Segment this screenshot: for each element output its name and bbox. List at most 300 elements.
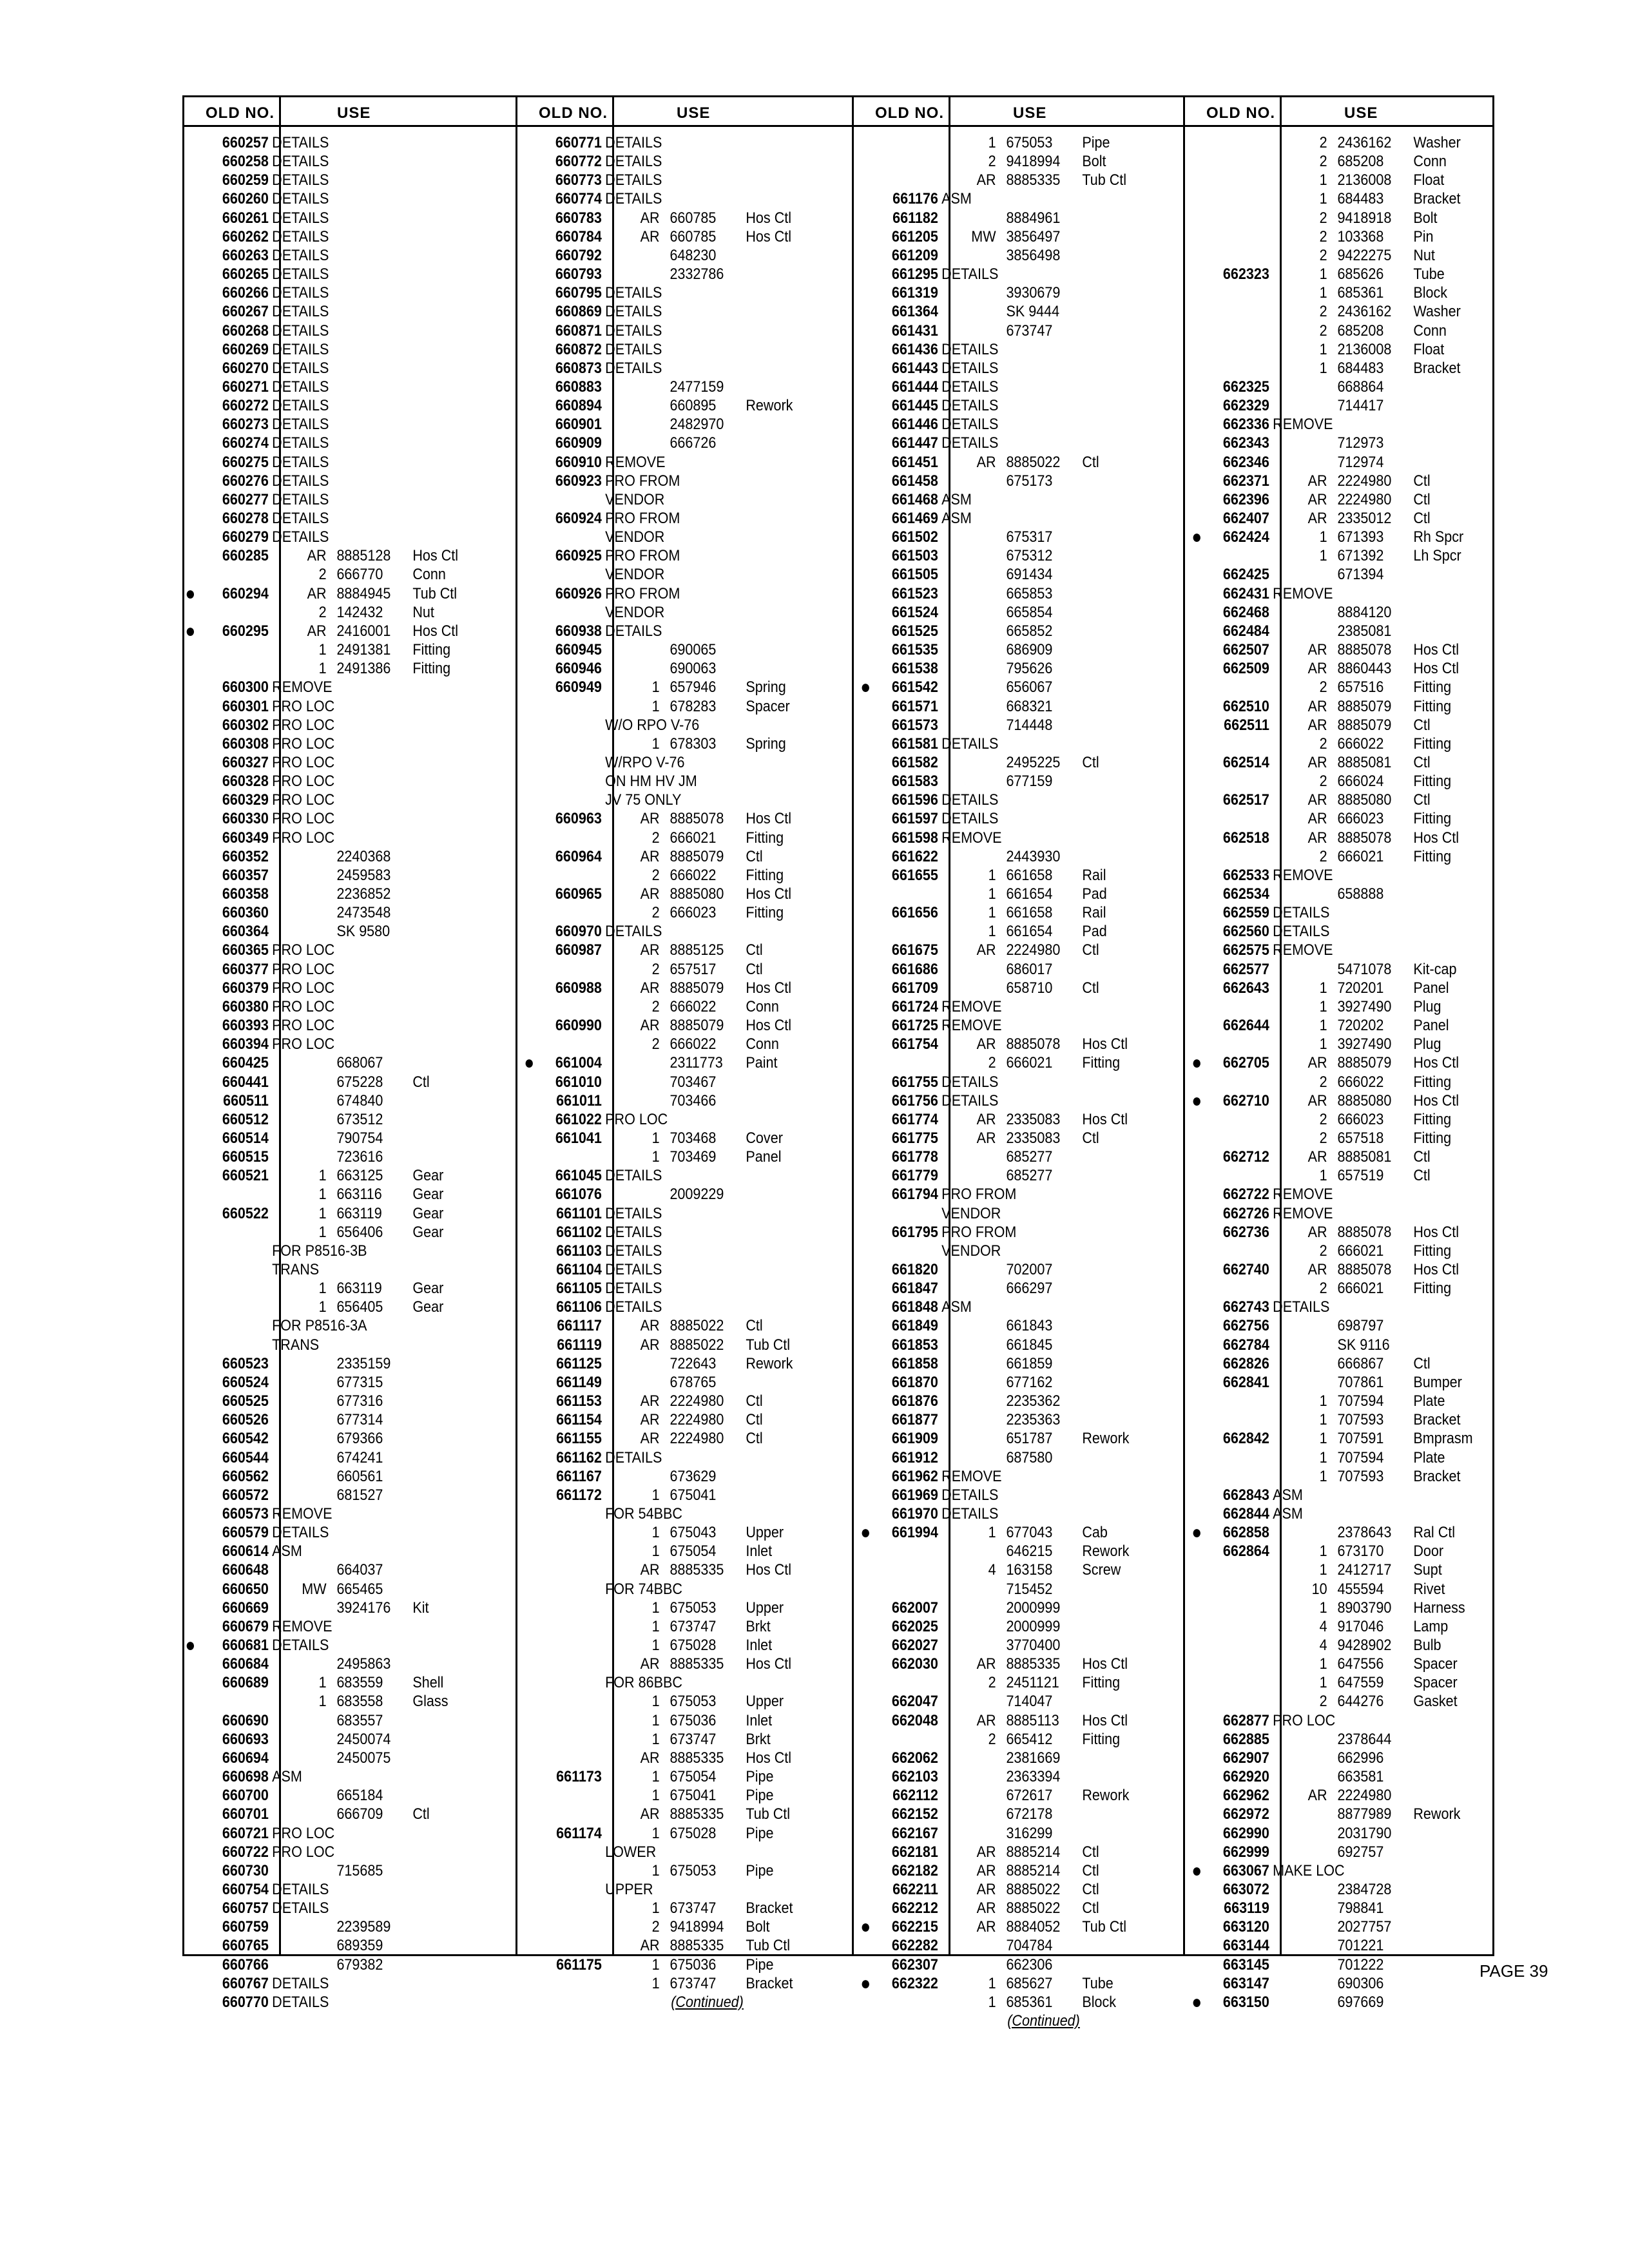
part-number: 677159 — [1006, 773, 1053, 791]
old-number: 661174 — [556, 1824, 602, 1842]
quantity: AR — [307, 547, 327, 565]
use-note: VENDOR — [941, 1242, 1001, 1260]
use-note: DETAILS — [272, 153, 329, 171]
part-number: 666022 — [670, 866, 717, 884]
part-number: 2236852 — [336, 885, 391, 903]
table-row — [202, 1205, 497, 1222]
table-row — [535, 1205, 830, 1222]
part-number: 2335083 — [1006, 1129, 1061, 1147]
part-number: 8885022 — [1006, 1880, 1061, 1898]
part-number: 648230 — [670, 246, 717, 264]
old-number: 661754 — [891, 1035, 938, 1053]
table-row — [1202, 134, 1498, 151]
part-number: 2459583 — [336, 866, 391, 884]
old-number: 662325 — [1222, 378, 1269, 396]
use-note: DETAILS — [605, 1223, 662, 1241]
table-row — [1202, 1825, 1498, 1842]
old-number: 661173 — [556, 1768, 602, 1786]
part-description: Kit — [412, 1599, 429, 1617]
part-number: 8885125 — [670, 941, 724, 959]
old-number: 662972 — [1222, 1805, 1269, 1823]
table-row — [202, 979, 497, 997]
old-number: 661004 — [555, 1054, 602, 1072]
part-number: 2136008 — [1337, 340, 1392, 358]
table-row — [1202, 698, 1498, 715]
table-row — [860, 1522, 1166, 1544]
part-number: 675054 — [670, 1542, 717, 1561]
table-row — [202, 1336, 497, 1354]
use-note: REMOVE — [272, 678, 333, 697]
quantity: 2 — [1319, 1693, 1327, 1711]
quantity: AR — [1307, 697, 1327, 715]
part-description: Ctl — [746, 847, 763, 865]
part-number: 673629 — [670, 1467, 717, 1485]
use-note: DETAILS — [605, 1261, 662, 1278]
old-number: 662559 — [1222, 904, 1269, 922]
part-description: Harness — [1413, 1599, 1465, 1617]
quantity: 2 — [1319, 1129, 1327, 1147]
part-number: 668067 — [336, 1054, 383, 1072]
part-number: 666021 — [670, 829, 717, 847]
use-note: DETAILS — [272, 134, 329, 151]
old-number: 662962 — [1222, 1787, 1269, 1805]
part-number: 666297 — [1006, 1280, 1053, 1298]
table-row — [535, 904, 830, 921]
table-row — [202, 1073, 497, 1091]
old-number: 660330 — [222, 810, 269, 828]
old-number: 660511 — [223, 1091, 269, 1110]
table-row — [871, 1787, 1166, 1804]
table-row — [871, 171, 1166, 189]
old-number: 661725 — [891, 1017, 938, 1035]
part-number: 8885335 — [670, 1937, 724, 1955]
table-row — [1202, 1374, 1498, 1391]
quantity: 1 — [651, 697, 660, 715]
quantity: 1 — [651, 1824, 660, 1842]
table-row — [871, 1129, 1166, 1147]
old-number: 660773 — [555, 171, 602, 189]
old-number: 661104 — [556, 1261, 602, 1278]
old-number: 660988 — [555, 979, 602, 997]
part-number: 661845 — [1006, 1336, 1053, 1354]
old-number: 660357 — [222, 866, 269, 884]
table-row — [871, 454, 1166, 471]
part-number: 3856498 — [1006, 246, 1061, 264]
table-row — [535, 1618, 830, 1635]
table-row — [535, 1637, 830, 1654]
old-number: 662841 — [1222, 1373, 1269, 1391]
quantity: AR — [307, 622, 327, 640]
part-description: Ctl — [1082, 753, 1099, 771]
old-number: 663150 — [1222, 1993, 1269, 2011]
use-note: DETAILS — [272, 1974, 329, 1992]
part-number: 798841 — [1337, 1899, 1384, 1917]
part-description: Tub Ctl — [746, 1805, 791, 1823]
part-number: 678765 — [670, 1373, 717, 1391]
use-note: DETAILS — [941, 416, 999, 434]
table-row — [535, 1712, 830, 1729]
part-description: Hos Ctl — [1413, 829, 1460, 847]
old-number: 663145 — [1222, 1956, 1269, 1974]
old-number: 660650 — [222, 1580, 269, 1598]
part-description: Fitting — [1413, 1110, 1452, 1128]
use-note: DETAILS — [941, 340, 999, 358]
table-row — [202, 1787, 497, 1804]
old-number: 660277 — [222, 490, 269, 508]
part-number: 9418918 — [1337, 209, 1392, 227]
part-number: 8885079 — [1337, 716, 1392, 734]
old-number: 661502 — [891, 528, 938, 546]
quantity: 2 — [1319, 209, 1327, 227]
quantity: 1 — [651, 1617, 660, 1635]
old-number: 662048 — [891, 1711, 938, 1729]
use-note: REMOVE — [941, 1017, 1002, 1035]
part-number: 663119 — [336, 1280, 382, 1298]
part-number: 8885079 — [1337, 697, 1392, 715]
use-note: DETAILS — [605, 359, 662, 377]
old-number: 661446 — [891, 416, 938, 434]
part-description: Pipe — [746, 1861, 774, 1879]
part-description: Ctl — [746, 960, 763, 978]
part-number: 8885079 — [670, 979, 724, 997]
old-number: 661909 — [891, 1430, 938, 1448]
table-row — [871, 1054, 1166, 1072]
old-number: 660425 — [222, 1054, 269, 1072]
part-description: Hos Ctl — [1082, 1035, 1128, 1053]
quantity: 1 — [1319, 1411, 1327, 1429]
old-number: 661525 — [891, 622, 938, 640]
quantity: AR — [640, 1749, 660, 1767]
old-number: 661364 — [891, 303, 938, 321]
table-row — [871, 1111, 1166, 1128]
part-number: 2451121 — [1006, 1674, 1059, 1692]
part-description: Fitting — [1413, 810, 1452, 828]
quantity: 1 — [1319, 190, 1327, 208]
table-row — [535, 341, 830, 358]
part-number: 675053 — [670, 1861, 717, 1879]
table-row — [871, 829, 1166, 847]
part-description: Ctl — [746, 1392, 763, 1410]
use-note: W/O RPO V-76 — [605, 716, 700, 734]
old-number: 660515 — [222, 1148, 269, 1166]
old-number: 660757 — [222, 1899, 269, 1917]
use-note: VENDOR — [605, 490, 665, 508]
old-number: 661155 — [556, 1430, 602, 1448]
part-number: 661654 — [1006, 923, 1053, 941]
use-note: PRO LOC — [272, 735, 335, 753]
part-number: 712973 — [1337, 434, 1384, 452]
table-row — [535, 397, 830, 414]
table-row — [535, 1937, 830, 1954]
part-number: 707594 — [1337, 1392, 1384, 1410]
table-row — [535, 1731, 830, 1748]
part-description: Fitting — [1082, 1674, 1121, 1692]
table-row — [202, 1092, 497, 1110]
old-number: 661571 — [891, 697, 938, 715]
part-number: 8885335 — [670, 1655, 724, 1673]
quantity: 1 — [651, 1148, 660, 1166]
old-number: 661176 — [892, 190, 938, 208]
table-row — [871, 622, 1166, 640]
use-note: DETAILS — [272, 397, 329, 415]
part-number: 690063 — [670, 660, 717, 678]
old-number: 662726 — [1222, 1204, 1269, 1222]
old-number: 661970 — [891, 1504, 938, 1523]
table-row — [202, 134, 497, 151]
use-note: PRO LOC — [272, 697, 335, 715]
part-description: Cab — [1082, 1524, 1108, 1542]
table-row — [535, 1655, 830, 1673]
part-description: Ctl — [1413, 1354, 1431, 1372]
quantity: 1 — [1319, 284, 1327, 302]
table-row — [535, 528, 830, 546]
part-number: 665854 — [1006, 603, 1053, 621]
part-number: 702007 — [1006, 1261, 1053, 1278]
use-note: DETAILS — [1273, 923, 1330, 941]
table-row — [202, 698, 497, 715]
part-description: Inlet — [746, 1711, 773, 1729]
quantity: 1 — [1319, 528, 1327, 546]
quantity: 4 — [1319, 1637, 1327, 1654]
quantity: AR — [640, 847, 660, 865]
part-number: 8885214 — [1006, 1861, 1061, 1879]
part-number: 9422275 — [1337, 246, 1392, 264]
table-row — [871, 1505, 1166, 1523]
old-number: 661596 — [891, 791, 938, 809]
quantity: AR — [976, 1110, 996, 1128]
old-number: 662027 — [891, 1637, 938, 1654]
part-number: 686909 — [1006, 641, 1053, 659]
table-row — [871, 284, 1166, 302]
table-row — [1202, 397, 1498, 414]
old-number: 660684 — [222, 1655, 269, 1673]
table-row — [202, 247, 497, 264]
old-number: 661778 — [891, 1148, 938, 1166]
table-row — [871, 1731, 1166, 1748]
old-number: 660923 — [555, 472, 602, 490]
table-row — [535, 1674, 830, 1691]
old-no-header: OLD NO. — [1206, 104, 1275, 122]
table-row — [1202, 1411, 1498, 1428]
table-row — [202, 1581, 497, 1598]
use-note: DETAILS — [605, 1298, 662, 1316]
old-number: 662722 — [1222, 1186, 1269, 1204]
table-row — [202, 1505, 497, 1523]
old-number: 660521 — [222, 1167, 269, 1185]
quantity: AR — [640, 979, 660, 997]
bullet-icon: ● — [1191, 1052, 1202, 1074]
table-row — [535, 791, 830, 809]
use-note: DETAILS — [605, 284, 662, 302]
table-row — [871, 1542, 1166, 1560]
part-number: 685626 — [1337, 265, 1384, 284]
old-number: 662511 — [1224, 716, 1269, 734]
table-row — [535, 923, 830, 940]
table-row — [871, 566, 1166, 583]
old-number: 662047 — [891, 1693, 938, 1711]
part-number: 2477159 — [670, 378, 724, 396]
quantity: AR — [640, 1430, 660, 1448]
old-number: 661153 — [556, 1392, 602, 1410]
part-description: Spacer — [746, 697, 790, 715]
part-description: Ctl — [412, 1805, 430, 1823]
use-note: ASM — [1273, 1504, 1303, 1523]
old-number: 661848 — [891, 1298, 938, 1316]
table-row — [1202, 716, 1498, 734]
bullet-icon: ● — [524, 1052, 535, 1074]
quantity: 2 — [651, 866, 660, 884]
table-row — [871, 416, 1166, 433]
table-row — [1202, 1186, 1498, 1203]
part-number: 657517 — [670, 960, 717, 978]
old-number: 662920 — [1222, 1768, 1269, 1786]
part-description: Ctl — [746, 1317, 763, 1335]
old-number: 662167 — [891, 1824, 938, 1842]
part-number: 707594 — [1337, 1448, 1384, 1466]
table-row — [535, 1975, 830, 1992]
old-number: 660883 — [555, 378, 602, 396]
part-number: 663125 — [336, 1167, 383, 1185]
use-note: DETAILS — [272, 171, 329, 189]
part-description: Inlet — [746, 1542, 773, 1561]
part-number: 704784 — [1006, 1937, 1053, 1955]
old-number: 660279 — [222, 528, 269, 546]
quantity: 2 — [651, 904, 660, 922]
part-number: 663119 — [336, 1204, 382, 1222]
quantity: 2 — [1319, 246, 1327, 264]
quantity: 2 — [988, 1054, 996, 1072]
table-row — [535, 228, 830, 245]
part-description: Ctl — [1413, 1167, 1431, 1185]
part-number: 666770 — [336, 566, 383, 584]
use-note: REMOVE — [1273, 1204, 1333, 1222]
use-note: VENDOR — [605, 603, 665, 621]
part-number: 672178 — [1006, 1805, 1053, 1823]
quantity: 1 — [651, 1956, 660, 1974]
table-row — [202, 641, 497, 658]
table-row — [871, 1825, 1166, 1842]
table-row — [202, 397, 497, 414]
part-number: 685361 — [1337, 284, 1384, 302]
part-number: 2412717 — [1337, 1561, 1392, 1579]
part-number: 673170 — [1337, 1542, 1384, 1561]
old-number: 660257 — [222, 134, 269, 151]
part-description: Ctl — [412, 1073, 430, 1091]
part-description: Cover — [746, 1129, 783, 1147]
part-number: 703468 — [670, 1129, 717, 1147]
old-number: 660261 — [222, 209, 269, 227]
use-header: USE — [337, 104, 371, 122]
part-number: 656067 — [1006, 678, 1053, 697]
table-row — [1191, 1090, 1498, 1111]
old-number: 662468 — [1222, 603, 1269, 621]
quantity: AR — [976, 1711, 996, 1729]
part-description: Supt — [1413, 1561, 1442, 1579]
old-number: 661444 — [891, 378, 938, 396]
old-number: 661849 — [891, 1317, 938, 1335]
table-row — [1202, 1881, 1498, 1898]
part-number: 2378644 — [1337, 1730, 1392, 1748]
table-row — [202, 941, 497, 959]
old-number: 661209 — [891, 246, 938, 264]
table-row — [202, 228, 497, 245]
part-description: Hos Ctl — [746, 1017, 792, 1035]
quantity: AR — [976, 171, 996, 189]
part-number: 685361 — [1006, 1993, 1053, 2011]
part-number: 683557 — [336, 1711, 383, 1729]
use-note: ON HM HV JM — [605, 773, 697, 791]
old-number: 661994 — [891, 1524, 938, 1542]
table-row — [871, 941, 1166, 959]
part-description: Gear — [412, 1223, 444, 1241]
part-number: 675312 — [1006, 547, 1053, 565]
table-row — [202, 1937, 497, 1954]
part-number: 663116 — [336, 1186, 382, 1204]
table-row — [1202, 153, 1498, 170]
old-number: 661119 — [557, 1336, 602, 1354]
use-note: DETAILS — [941, 1486, 999, 1504]
table-row — [1202, 190, 1498, 207]
part-description: Bracket — [1413, 1411, 1461, 1429]
old-number: 660258 — [222, 153, 269, 171]
quantity: 1 — [1319, 1542, 1327, 1561]
old-number: 661877 — [891, 1411, 938, 1429]
table-row — [202, 1148, 497, 1166]
quantity: 2 — [1319, 1242, 1327, 1260]
use-note: PRO FROM — [605, 584, 680, 602]
table-row — [202, 1392, 497, 1410]
bullet-icon: ● — [1191, 526, 1202, 548]
old-number: 660579 — [222, 1524, 269, 1542]
part-description: Kit-cap — [1413, 960, 1457, 978]
quantity: 2 — [1319, 735, 1327, 753]
part-number: 2311773 — [670, 1054, 723, 1072]
old-number: 660278 — [222, 510, 269, 527]
old-number: 661041 — [555, 1129, 602, 1147]
use-note: PRO LOC — [272, 1017, 335, 1035]
quantity: AR — [976, 1655, 996, 1673]
part-number: 677162 — [1006, 1373, 1053, 1391]
part-number: 658888 — [1337, 885, 1384, 903]
old-number: 660328 — [222, 773, 269, 791]
bullet-icon: ● — [860, 1916, 871, 1938]
old-number: 662575 — [1222, 941, 1269, 959]
part-number: 675041 — [670, 1787, 717, 1805]
table-row — [871, 641, 1166, 658]
old-number: 660379 — [222, 979, 269, 997]
old-number: 660522 — [222, 1204, 269, 1222]
table-row — [860, 677, 1166, 698]
part-number: 679382 — [336, 1956, 383, 1974]
quantity: 2 — [318, 603, 327, 621]
table-row — [871, 1336, 1166, 1354]
bullet-icon: ● — [860, 677, 871, 698]
use-note: PRO FROM — [605, 547, 680, 565]
table-row — [185, 620, 497, 642]
quantity: AR — [640, 1392, 660, 1410]
part-number: 455594 — [1337, 1580, 1384, 1598]
old-number: 661022 — [555, 1110, 602, 1128]
old-number: 662844 — [1222, 1504, 1269, 1523]
old-number: 661779 — [891, 1167, 938, 1185]
old-number: 662560 — [1222, 923, 1269, 941]
part-description: Ctl — [1082, 453, 1099, 471]
table-row — [535, 322, 830, 340]
old-number: 662211 — [892, 1880, 938, 1898]
table-row — [871, 979, 1166, 997]
old-number: 660441 — [222, 1073, 269, 1091]
table-row — [1202, 1017, 1498, 1034]
